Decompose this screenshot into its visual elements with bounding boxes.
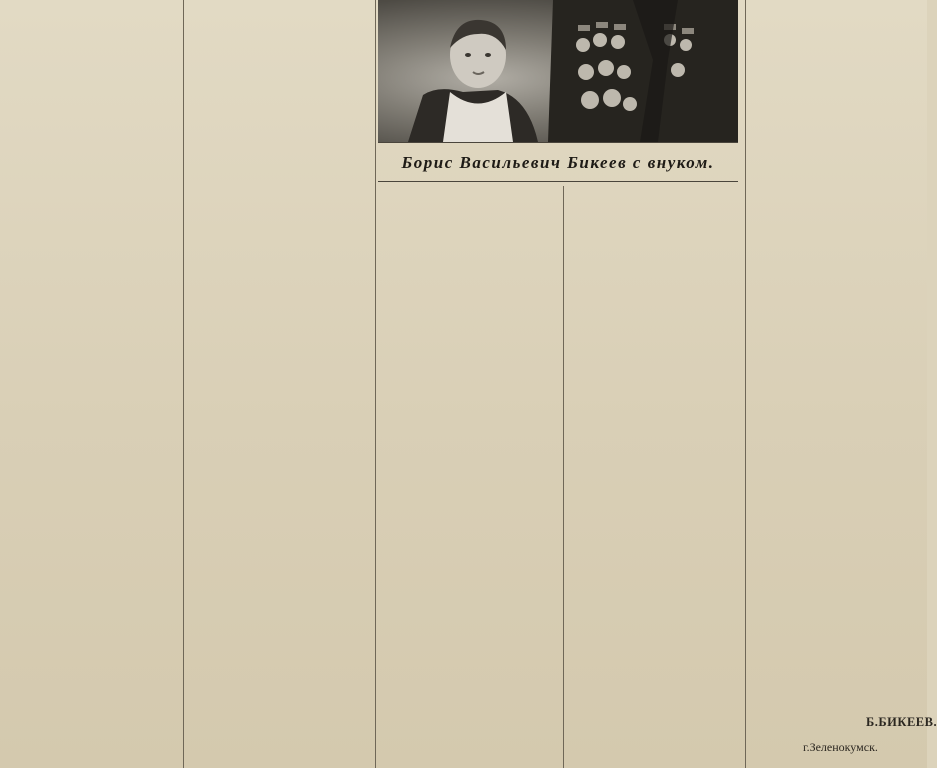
column-5 [751, 0, 923, 700]
column-divider [745, 0, 746, 768]
column-4-text [568, 186, 738, 188]
author-signature: Б.БИКЕЕВ. [866, 715, 937, 729]
column-4 [568, 186, 738, 768]
column-2 [189, 0, 372, 768]
column-5-text [751, 0, 923, 2]
photo-veteran-with-grandson [378, 0, 738, 143]
column-divider [563, 186, 564, 768]
column-2-text [189, 0, 372, 2]
column-1-text [3, 0, 178, 2]
photo-illustration [378, 0, 738, 142]
column-3 [378, 186, 558, 768]
column-3-text [378, 186, 558, 188]
photo-caption: Борис Васильевич Бикеев с внуком. [378, 145, 738, 182]
column-divider [375, 0, 376, 768]
author-location: г.Зеленокумск. [803, 740, 878, 754]
column-1 [3, 0, 178, 768]
column-divider [183, 0, 184, 768]
